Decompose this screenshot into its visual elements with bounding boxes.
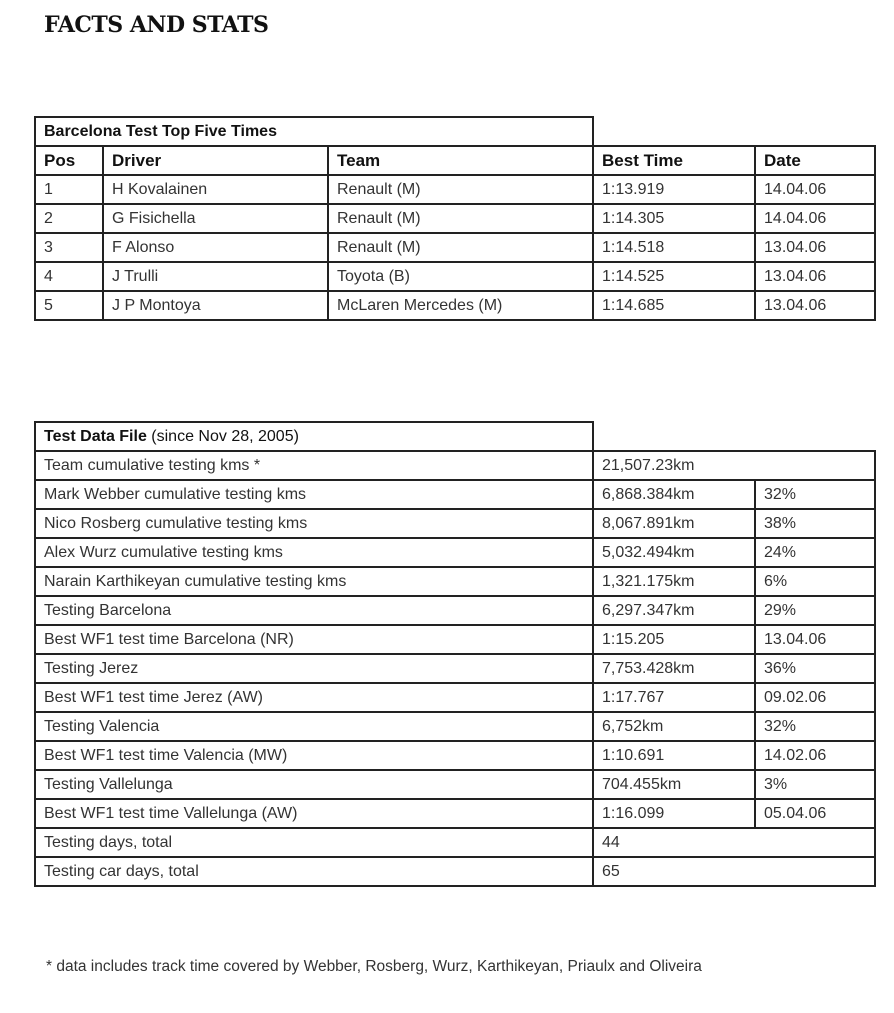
- table-cell: 1:10.691: [593, 741, 755, 770]
- test-data-caption: [35, 422, 593, 451]
- top-times-table: [34, 116, 876, 321]
- table-cell: 13.04.06: [755, 625, 875, 654]
- table-row: [35, 233, 875, 262]
- table-row: [35, 451, 875, 480]
- table-cell: 29%: [755, 596, 875, 625]
- table-cell: 1,321.175km: [593, 567, 755, 596]
- table-cell: 65: [593, 857, 875, 886]
- table-row: [35, 204, 875, 233]
- test-data-caption-bold: Test Data File: [44, 427, 147, 445]
- table-cell: 8,067.891km: [593, 509, 755, 538]
- table-cell: Best WF1 test time Vallelunga (AW): [35, 799, 593, 828]
- table-cell: Testing Vallelunga: [35, 770, 593, 799]
- column-header: Date: [755, 146, 875, 175]
- table-cell: Testing Barcelona: [35, 596, 593, 625]
- table-cell: 13.04.06: [755, 233, 875, 262]
- table-row: [35, 596, 875, 625]
- table-cell: Testing Valencia: [35, 712, 593, 741]
- table-cell: 1:14.518: [593, 233, 755, 262]
- table-row: [35, 799, 875, 828]
- table-row: [35, 509, 875, 538]
- table-cell: 36%: [755, 654, 875, 683]
- top-times-caption: Barcelona Test Top Five Times: [35, 117, 593, 146]
- table-row: [35, 175, 875, 204]
- test-data-table: [34, 421, 876, 887]
- table-cell: 1: [35, 175, 103, 204]
- table-cell: 14.02.06: [755, 741, 875, 770]
- table-cell: Testing days, total: [35, 828, 593, 857]
- table-cell: 6%: [755, 567, 875, 596]
- table-cell: J Trulli: [103, 262, 328, 291]
- table-cell: 1:14.685: [593, 291, 755, 320]
- table-cell: Best WF1 test time Jerez (AW): [35, 683, 593, 712]
- table-cell: Testing car days, total: [35, 857, 593, 886]
- column-header: Best Time: [593, 146, 755, 175]
- table-row: [35, 291, 875, 320]
- table-row: [35, 538, 875, 567]
- table-cell: Nico Rosberg cumulative testing kms: [35, 509, 593, 538]
- column-header: Pos: [35, 146, 103, 175]
- table-cell: H Kovalainen: [103, 175, 328, 204]
- test-data-caption-rest: (since Nov 28, 2005): [146, 427, 299, 445]
- table-cell: Best WF1 test time Valencia (MW): [35, 741, 593, 770]
- table-row: [35, 262, 875, 291]
- table-cell: Renault (M): [328, 204, 593, 233]
- footnote: * data includes track time covered by Webber, Rosberg, Wurz, Karthikeyan, Priaulx and Oliveira: [46, 958, 702, 975]
- table-cell: Toyota (B): [328, 262, 593, 291]
- table-cell: Team cumulative testing kms *: [35, 451, 593, 480]
- table-cell: 5,032.494km: [593, 538, 755, 567]
- table-cell: 21,507.23km: [593, 451, 875, 480]
- table-cell: 32%: [755, 712, 875, 741]
- table-cell: 7,753.428km: [593, 654, 755, 683]
- table-row: [35, 625, 875, 654]
- table-cell: Mark Webber cumulative testing kms: [35, 480, 593, 509]
- column-header: Team: [328, 146, 593, 175]
- table-row: [35, 857, 875, 886]
- table-cell: 2: [35, 204, 103, 233]
- table-cell: 1:17.767: [593, 683, 755, 712]
- top-times-header-row: [35, 146, 875, 175]
- table-cell: G Fisichella: [103, 204, 328, 233]
- table-cell: 14.04.06: [755, 204, 875, 233]
- table-cell: 1:14.305: [593, 204, 755, 233]
- table-cell: 3%: [755, 770, 875, 799]
- table-cell: Renault (M): [328, 233, 593, 262]
- table-row: [35, 828, 875, 857]
- table-cell: 38%: [755, 509, 875, 538]
- table-row: [35, 712, 875, 741]
- table-cell: 1:14.525: [593, 262, 755, 291]
- table-cell: McLaren Mercedes (M): [328, 291, 593, 320]
- table-row: [35, 654, 875, 683]
- table-cell: Testing Jerez: [35, 654, 593, 683]
- table-cell: 1:15.205: [593, 625, 755, 654]
- table-cell: 13.04.06: [755, 262, 875, 291]
- column-header: Driver: [103, 146, 328, 175]
- table-cell: 09.02.06: [755, 683, 875, 712]
- table-cell: 6,297.347km: [593, 596, 755, 625]
- page-title: FACTS AND STATS: [44, 12, 269, 38]
- table-cell: 6,752km: [593, 712, 755, 741]
- table-cell: 24%: [755, 538, 875, 567]
- table-cell: 4: [35, 262, 103, 291]
- table-row: [35, 567, 875, 596]
- table-cell: 5: [35, 291, 103, 320]
- table-cell: 3: [35, 233, 103, 262]
- table-row: [35, 741, 875, 770]
- table-cell: 14.04.06: [755, 175, 875, 204]
- table-cell: 1:13.919: [593, 175, 755, 204]
- table-cell: 44: [593, 828, 875, 857]
- table-row: [35, 683, 875, 712]
- table-cell: Alex Wurz cumulative testing kms: [35, 538, 593, 567]
- table-cell: J P Montoya: [103, 291, 328, 320]
- table-cell: Narain Karthikeyan cumulative testing kms: [35, 567, 593, 596]
- table-cell: 13.04.06: [755, 291, 875, 320]
- table-cell: 6,868.384km: [593, 480, 755, 509]
- table-cell: 1:16.099: [593, 799, 755, 828]
- table-cell: F Alonso: [103, 233, 328, 262]
- table-row: [35, 770, 875, 799]
- table-cell: 05.04.06: [755, 799, 875, 828]
- table-cell: 704.455km: [593, 770, 755, 799]
- table-cell: Best WF1 test time Barcelona (NR): [35, 625, 593, 654]
- table-row: [35, 480, 875, 509]
- table-cell: 32%: [755, 480, 875, 509]
- table-cell: Renault (M): [328, 175, 593, 204]
